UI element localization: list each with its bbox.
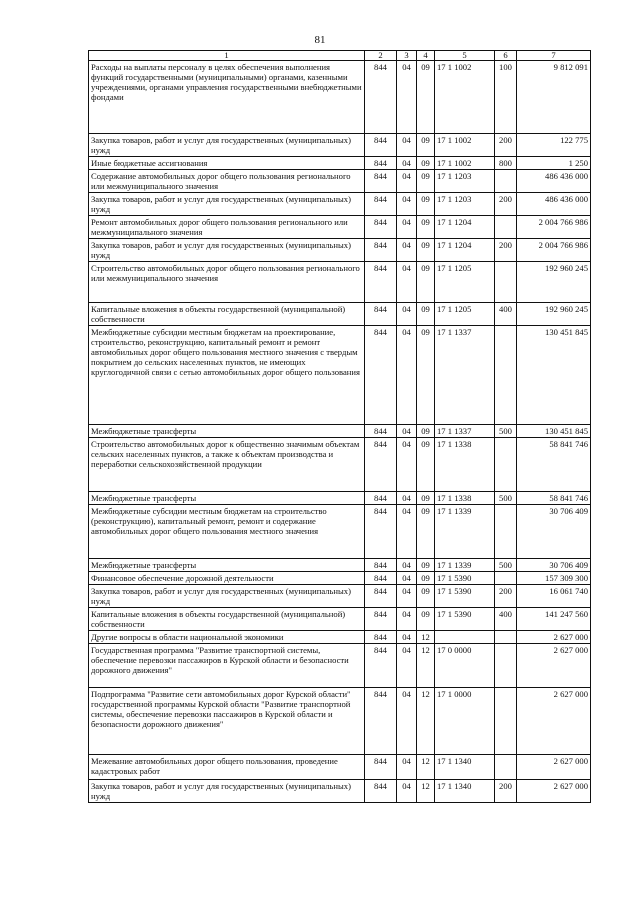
cell-vr: 800 — [495, 157, 517, 170]
cell-vr: 200 — [495, 585, 517, 608]
cell-pr: 09 — [417, 61, 435, 134]
cell-vr: 200 — [495, 780, 517, 803]
cell-rz: 04 — [397, 492, 417, 505]
cell-pr: 09 — [417, 425, 435, 438]
cell-pr: 09 — [417, 134, 435, 157]
cell-name: Межевание автомобильных дорог общего пользования, проведение кадастровых работ — [89, 755, 365, 780]
cell-csr: 17 1 1205 — [435, 303, 495, 326]
cell-rz: 04 — [397, 755, 417, 780]
cell-pr: 09 — [417, 193, 435, 216]
cell-vr: 500 — [495, 559, 517, 572]
cell-ved: 844 — [365, 505, 397, 559]
cell-rz: 04 — [397, 438, 417, 492]
cell-pr: 09 — [417, 262, 435, 303]
cell-sum: 1 250 — [517, 157, 591, 170]
cell-name: Подпрограмма "Развитие сети автомобильных дорог Курской области" государственной программы Курской области "Развитие транспортной системы, обеспечение перевозки пассажиров в Курской области и безопасности дорожного движения" — [89, 688, 365, 755]
cell-ved: 844 — [365, 61, 397, 134]
cell-name: Иные бюджетные ассигнования — [89, 157, 365, 170]
cell-name: Закупка товаров, работ и услуг для государственных (муниципальных) нужд — [89, 193, 365, 216]
cell-sum: 2 627 000 — [517, 644, 591, 688]
cell-name: Финансовое обеспечение дорожной деятельности — [89, 572, 365, 585]
table-row — [89, 438, 591, 492]
budget-table — [88, 50, 591, 803]
cell-pr: 09 — [417, 572, 435, 585]
cell-pr: 09 — [417, 492, 435, 505]
cell-csr: 17 1 1204 — [435, 216, 495, 239]
page-number: 81 — [314, 34, 326, 46]
cell-csr: 17 1 1205 — [435, 262, 495, 303]
col-header-vr: 6 — [495, 51, 517, 61]
cell-ved: 844 — [365, 631, 397, 644]
cell-rz: 04 — [397, 559, 417, 572]
cell-name: Капитальные вложения в объекты государственной (муниципальной) собственности — [89, 303, 365, 326]
cell-name: Капитальные вложения в объекты государственной (муниципальной) собственности — [89, 608, 365, 631]
cell-sum: 2 627 000 — [517, 631, 591, 644]
cell-name: Закупка товаров, работ и услуг для государственных (муниципальных) нужд — [89, 239, 365, 262]
cell-sum: 141 247 560 — [517, 608, 591, 631]
cell-ved: 844 — [365, 559, 397, 572]
cell-rz: 04 — [397, 688, 417, 755]
cell-name: Строительство автомобильных дорог к общественно значимым объектам сельских населенных пунктов, а также к объектам производства и переработки сельскохозяйственной продукции — [89, 438, 365, 492]
table-row — [89, 170, 591, 193]
cell-pr: 09 — [417, 608, 435, 631]
cell-pr: 12 — [417, 688, 435, 755]
cell-sum: 122 775 — [517, 134, 591, 157]
cell-vr — [495, 631, 517, 644]
cell-pr: 09 — [417, 585, 435, 608]
cell-vr — [495, 755, 517, 780]
cell-rz: 04 — [397, 425, 417, 438]
cell-csr: 17 1 1203 — [435, 170, 495, 193]
cell-ved: 844 — [365, 755, 397, 780]
cell-rz: 04 — [397, 262, 417, 303]
cell-csr: 17 1 1339 — [435, 505, 495, 559]
cell-csr: 17 1 1339 — [435, 559, 495, 572]
cell-sum: 30 706 409 — [517, 559, 591, 572]
cell-name: Закупка товаров, работ и услуг для государственных (муниципальных) нужд — [89, 134, 365, 157]
cell-csr: 17 1 0000 — [435, 688, 495, 755]
table-row — [89, 644, 591, 688]
cell-rz: 04 — [397, 608, 417, 631]
cell-ved: 844 — [365, 193, 397, 216]
cell-ved: 844 — [365, 492, 397, 505]
cell-ved: 844 — [365, 326, 397, 425]
cell-ved: 844 — [365, 644, 397, 688]
cell-rz: 04 — [397, 780, 417, 803]
cell-pr: 09 — [417, 438, 435, 492]
cell-sum: 2 627 000 — [517, 780, 591, 803]
cell-csr: 17 1 1340 — [435, 755, 495, 780]
cell-pr: 09 — [417, 157, 435, 170]
table-row — [89, 688, 591, 755]
cell-name: Закупка товаров, работ и услуг для государственных (муниципальных) нужд — [89, 585, 365, 608]
cell-rz: 04 — [397, 61, 417, 134]
cell-vr — [495, 572, 517, 585]
cell-sum: 2 004 766 986 — [517, 216, 591, 239]
cell-rz: 04 — [397, 170, 417, 193]
col-header-ved: 2 — [365, 51, 397, 61]
cell-vr — [495, 216, 517, 239]
cell-vr — [495, 170, 517, 193]
cell-vr: 500 — [495, 492, 517, 505]
cell-pr: 09 — [417, 216, 435, 239]
table-row — [89, 134, 591, 157]
table-row — [89, 780, 591, 803]
cell-ved: 844 — [365, 262, 397, 303]
cell-rz: 04 — [397, 239, 417, 262]
table-row — [89, 559, 591, 572]
cell-sum: 2 627 000 — [517, 755, 591, 780]
cell-vr: 200 — [495, 193, 517, 216]
cell-rz: 04 — [397, 572, 417, 585]
table-row — [89, 631, 591, 644]
cell-rz: 04 — [397, 303, 417, 326]
cell-ved: 844 — [365, 170, 397, 193]
cell-name: Строительство автомобильных дорог общего пользования регионального или межмуниципального значения — [89, 262, 365, 303]
cell-ved: 844 — [365, 688, 397, 755]
cell-csr: 17 1 1002 — [435, 61, 495, 134]
cell-sum: 486 436 000 — [517, 193, 591, 216]
table-header-row — [89, 51, 591, 61]
cell-csr: 17 1 1337 — [435, 326, 495, 425]
cell-rz: 04 — [397, 157, 417, 170]
cell-rz: 04 — [397, 585, 417, 608]
cell-pr: 09 — [417, 505, 435, 559]
cell-vr: 200 — [495, 134, 517, 157]
cell-pr: 12 — [417, 631, 435, 644]
cell-sum: 192 960 245 — [517, 303, 591, 326]
cell-vr: 200 — [495, 239, 517, 262]
cell-vr — [495, 505, 517, 559]
cell-vr — [495, 438, 517, 492]
cell-ved: 844 — [365, 608, 397, 631]
cell-csr: 17 1 5390 — [435, 572, 495, 585]
cell-sum: 2 004 766 986 — [517, 239, 591, 262]
cell-vr — [495, 262, 517, 303]
cell-vr — [495, 326, 517, 425]
cell-rz: 04 — [397, 193, 417, 216]
cell-sum: 130 451 845 — [517, 326, 591, 425]
cell-pr: 09 — [417, 239, 435, 262]
cell-ved: 844 — [365, 572, 397, 585]
cell-rz: 04 — [397, 644, 417, 688]
table-row — [89, 216, 591, 239]
table-row — [89, 492, 591, 505]
cell-csr — [435, 631, 495, 644]
table-row — [89, 193, 591, 216]
table-row — [89, 585, 591, 608]
cell-pr: 12 — [417, 644, 435, 688]
cell-ved: 844 — [365, 585, 397, 608]
cell-csr: 17 1 1203 — [435, 193, 495, 216]
cell-sum: 58 841 746 — [517, 492, 591, 505]
cell-csr: 17 1 5390 — [435, 585, 495, 608]
cell-rz: 04 — [397, 505, 417, 559]
table-row — [89, 608, 591, 631]
cell-vr: 400 — [495, 608, 517, 631]
table-row — [89, 157, 591, 170]
cell-ved: 844 — [365, 239, 397, 262]
cell-vr — [495, 688, 517, 755]
col-header-csr: 5 — [435, 51, 495, 61]
cell-csr: 17 1 1002 — [435, 157, 495, 170]
cell-rz: 04 — [397, 216, 417, 239]
cell-name: Расходы на выплаты персоналу в целях обеспечения выполнения функций государственными (муниципальными) органами, казенными учреждениями, органами управления государственными внебюджетными фондами — [89, 61, 365, 134]
table-row — [89, 755, 591, 780]
cell-ved: 844 — [365, 780, 397, 803]
cell-sum: 58 841 746 — [517, 438, 591, 492]
cell-vr — [495, 644, 517, 688]
cell-csr: 17 1 1204 — [435, 239, 495, 262]
cell-sum: 16 061 740 — [517, 585, 591, 608]
table-row — [89, 303, 591, 326]
cell-name: Ремонт автомобильных дорог общего пользования регионального или межмуниципального значения — [89, 216, 365, 239]
cell-pr: 09 — [417, 303, 435, 326]
cell-pr: 12 — [417, 755, 435, 780]
cell-csr: 17 1 1337 — [435, 425, 495, 438]
cell-name: Межбюджетные трансферты — [89, 559, 365, 572]
cell-csr: 17 1 1340 — [435, 780, 495, 803]
cell-name: Межбюджетные трансферты — [89, 425, 365, 438]
cell-sum: 30 706 409 — [517, 505, 591, 559]
cell-sum: 130 451 845 — [517, 425, 591, 438]
table-row — [89, 326, 591, 425]
table-row — [89, 505, 591, 559]
cell-name: Межбюджетные трансферты — [89, 492, 365, 505]
cell-ved: 844 — [365, 303, 397, 326]
cell-sum: 157 309 300 — [517, 572, 591, 585]
cell-pr: 09 — [417, 326, 435, 425]
cell-pr: 09 — [417, 170, 435, 193]
cell-name: Межбюджетные субсидии местным бюджетам на строительство (реконструкцию), капитальный ремонт, ремонт и содержание автомобильных дорог общего пользования местного значения — [89, 505, 365, 559]
cell-sum: 2 627 000 — [517, 688, 591, 755]
table-row — [89, 61, 591, 134]
cell-sum: 486 436 000 — [517, 170, 591, 193]
cell-vr: 400 — [495, 303, 517, 326]
cell-ved: 844 — [365, 216, 397, 239]
cell-vr: 500 — [495, 425, 517, 438]
cell-ved: 844 — [365, 438, 397, 492]
cell-csr: 17 1 1338 — [435, 438, 495, 492]
col-header-sum: 7 — [517, 51, 591, 61]
cell-name: Межбюджетные субсидии местным бюджетам на проектирование, строительство, реконструкцию, капитальный ремонт и ремонт автомобильных дорог общего пользования местного значения с твердым покрытием до сельских населенных пунктов, не имеющих круглогодичной связи с сетью автомобильных дорог общего пользования — [89, 326, 365, 425]
cell-name: Содержание автомобильных дорог общего пользования регионального или межмуниципального значения — [89, 170, 365, 193]
cell-pr: 12 — [417, 780, 435, 803]
cell-vr: 100 — [495, 61, 517, 134]
cell-csr: 17 1 5390 — [435, 608, 495, 631]
col-header-name: 1 — [89, 51, 365, 61]
cell-name: Государственная программа "Развитие транспортной системы, обеспечение перевозки пассажиров в Курской области и безопасности дорожного движения" — [89, 644, 365, 688]
cell-name: Другие вопросы в области национальной экономики — [89, 631, 365, 644]
table-row — [89, 262, 591, 303]
table-row — [89, 572, 591, 585]
cell-sum: 9 812 091 — [517, 61, 591, 134]
cell-csr: 17 1 1002 — [435, 134, 495, 157]
col-header-rz: 3 — [397, 51, 417, 61]
cell-ved: 844 — [365, 425, 397, 438]
col-header-pr: 4 — [417, 51, 435, 61]
cell-csr: 17 1 1338 — [435, 492, 495, 505]
cell-pr: 09 — [417, 559, 435, 572]
cell-csr: 17 0 0000 — [435, 644, 495, 688]
table-row — [89, 425, 591, 438]
cell-sum: 192 960 245 — [517, 262, 591, 303]
cell-rz: 04 — [397, 631, 417, 644]
cell-ved: 844 — [365, 134, 397, 157]
cell-rz: 04 — [397, 326, 417, 425]
cell-name: Закупка товаров, работ и услуг для государственных (муниципальных) нужд — [89, 780, 365, 803]
table-row — [89, 239, 591, 262]
cell-ved: 844 — [365, 157, 397, 170]
cell-rz: 04 — [397, 134, 417, 157]
